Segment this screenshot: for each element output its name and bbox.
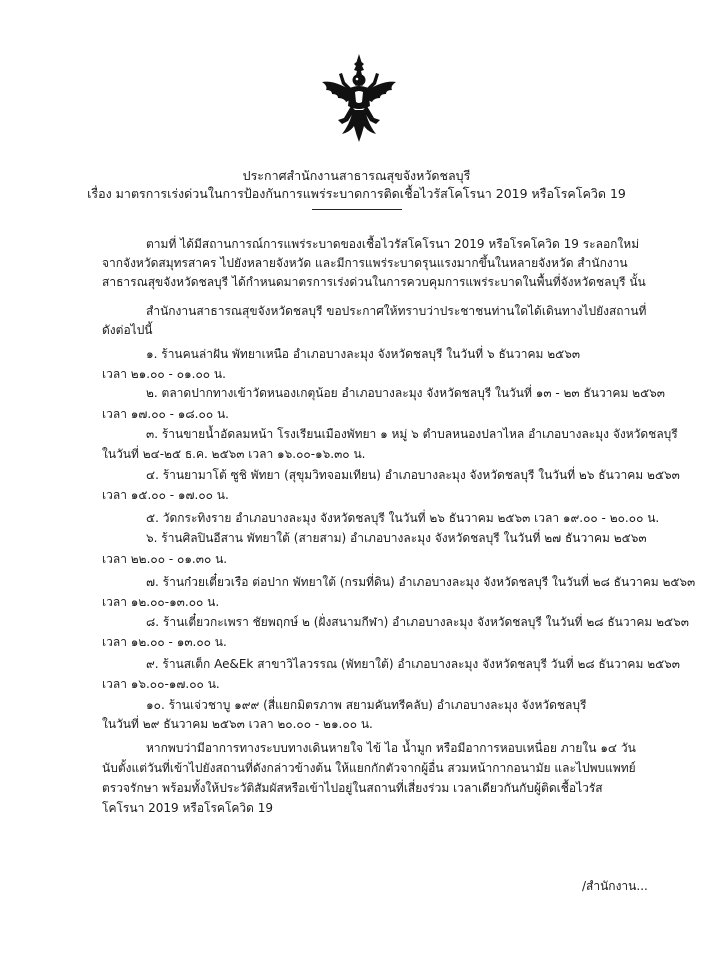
advice-line: โคโรนา 2019 หรือโรคโควิด 19 — [102, 801, 274, 815]
intro-line: ตามที่ ได้มีสถานการณ์การแพร่ระบาดของเชื้อไวรัสโคโรนา 2019 หรือโรคโควิด 19 ระลอกใหม่ — [146, 237, 640, 251]
place-item-10-time: ในวันที่ ๒๙ ธันวาคม ๒๕๖๓ เวลา ๒๐.๐๐ - ๒๑.๐๐ น. — [102, 717, 373, 731]
place-item-8-time: เวลา ๑๒.๐๐ - ๑๓.๐๐ น. — [102, 635, 227, 649]
page-continuation: /สำนักงาน... — [582, 879, 648, 893]
place-item-2: ๒. ตลาดปากทางเข้าวัดหนองเกตุน้อย อำเภอบางละมุง จังหวัดชลบุรี ในวันที่ ๑๓ - ๒๓ ธันวาคม ๒๕๖๓ — [146, 386, 665, 400]
place-item-2-time: เวลา ๑๗.๐๐ - ๑๘.๐๐ น. — [102, 407, 229, 421]
place-item-4: ๔. ร้านยามาโต้ ซูชิ พัทยา (สุขุมวิทจอมเทียน) อำเภอบางละมุง จังหวัดชลบุรี ในวันที่ ๒๖ ธันวาคม ๒๕๖๓ — [146, 468, 680, 482]
advice-line: นับตั้งแต่วันที่เข้าไปยังสถานที่ดังกล่าวข้างต้น ให้แยกกักตัวจากผู้อื่น สวมหน้ากากอนามัย และไปพบแพทย์ — [102, 761, 636, 775]
announce-line: สำนักงานสาธารณสุขจังหวัดชลบุรี ขอประกาศให้ทราบว่าประชาชนท่านใดได้เดินทางไปยังสถานที่ — [146, 304, 647, 318]
place-item-5: ๕. วัดกระทิงราย อำเภอบางละมุง จังหวัดชลบุรี ในวันที่ ๒๖ ธันวาคม ๒๕๖๓ เวลา ๑๙.๐๐ - ๒๐.๐๐ น. — [146, 511, 660, 525]
announce-line: ดังต่อไปนี้ — [102, 323, 153, 337]
place-item-7: ๗. ร้านก๋วยเตี๋ยวเรือ ต่อปาก พัทยาใต้ (กรมที่ดิน) อำเภอบางละมุง จังหวัดชลบุรี ในวันที่ ๒๘ ธันวาคม ๒๕๖๓ — [146, 575, 696, 589]
place-item-6-time: เวลา ๒๒.๐๐ - ๐๑.๓๐ น. — [102, 552, 228, 566]
advice-line: หากพบว่ามีอาการทางระบบทางเดินหายใจ ไข้ ไอ น้ำมูก หรือมีอาการหอบเหนื่อย ภายใน ๑๔ วัน — [146, 741, 636, 755]
intro-line: สาธารณสุขจังหวัดชลบุรี ได้กำหนดมาตรการเร่งด่วนในการควบคุมการแพร่ระบาดในพื้นที่จังหวัดชลบุรี นั้น — [102, 275, 646, 289]
place-item-7-time: เวลา ๑๒.๐๐-๑๓.๐๐ น. — [102, 595, 220, 609]
place-item-3-time: ในวันที่ ๒๔-๒๕ ธ.ค. ๒๕๖๓ เวลา ๑๖.๐๐-๑๖.๓๐ น. — [102, 447, 366, 461]
place-item-6: ๖. ร้านศิลปินอีสาน พัทยาใต้ (สายสาม) อำเภอบางละมุง จังหวัดชลบุรี ในวันที่ ๒๗ ธันวาคม ๒๕๖๓ — [146, 531, 647, 545]
title-divider — [312, 209, 402, 210]
place-item-3: ๓. ร้านขายน้ำอัดลมหน้า โรงเรียนเมืองพัทยา ๑ หมู่ ๖ ตำบลหนองปลาไหล อำเภอบางละมุง จังหวัดชลบุรี — [146, 427, 678, 441]
advice-line: ตรวจรักษา พร้อมทั้งให้ประวัติสัมผัสหรือเข้าไปอยู่ในสถานที่เสี่ยงร่วม เวลาเดียวกันกับผู้ติดเชื้อไวรัส — [102, 781, 603, 795]
place-item-1: ๑. ร้านคนล่าฝัน พัทยาเหนือ อำเภอบางละมุง จังหวัดชลบุรี ในวันที่ ๖ ธันวาคม ๒๕๖๓ — [146, 347, 581, 361]
place-item-9-time: เวลา ๑๖.๐๐-๑๗.๐๐ น. — [102, 677, 220, 691]
place-item-9: ๙. ร้านสเต็ก Ae&Ek สาขาวิไลวรรณ (พัทยาใต้) อำเภอบางละมุง จังหวัดชลบุรี วันที่ ๒๘ ธันวาคม ๒๕๖๓ — [146, 657, 680, 671]
place-item-8: ๘. ร้านเตี๋ยวกะเพรา ชัยพฤกษ์ ๒ (ฝั่งสนามกีฬา) อำเภอบางละมุง จังหวัดชลบุรี ในวันที่ ๒๘ ธันวาคม ๒๕๖๓ — [146, 615, 689, 629]
announcement-subject: เรื่อง มาตรการเร่งด่วนในการป้องกันการแพร่ระบาดการติดเชื้อไวรัสโคโรนา 2019 หรือโรคโควิด 19 — [87, 186, 626, 201]
place-item-10: ๑๐. ร้านเจ่วชาบู ๑๙๙ (สี่แยกมิตรภาพ สยามคันทรีคลับ) อำเภอบางละมุง จังหวัดชลบุรี — [146, 698, 587, 712]
place-item-4-time: เวลา ๑๕.๐๐ - ๑๗.๐๐ น. — [102, 488, 229, 502]
garuda-emblem-icon — [320, 54, 398, 144]
intro-line: จากจังหวัดสมุทรสาคร ไปยังหลายจังหวัด และมีการแพร่ระบาดรุนแรงมากขึ้นในหลายจังหวัด สำนักงาน — [102, 256, 628, 270]
announcement-title: ประกาศสำนักงานสาธารณสุขจังหวัดชลบุรี — [242, 168, 471, 183]
place-item-1-time: เวลา ๒๑.๐๐ - ๐๑.๐๐ น. — [102, 367, 226, 381]
